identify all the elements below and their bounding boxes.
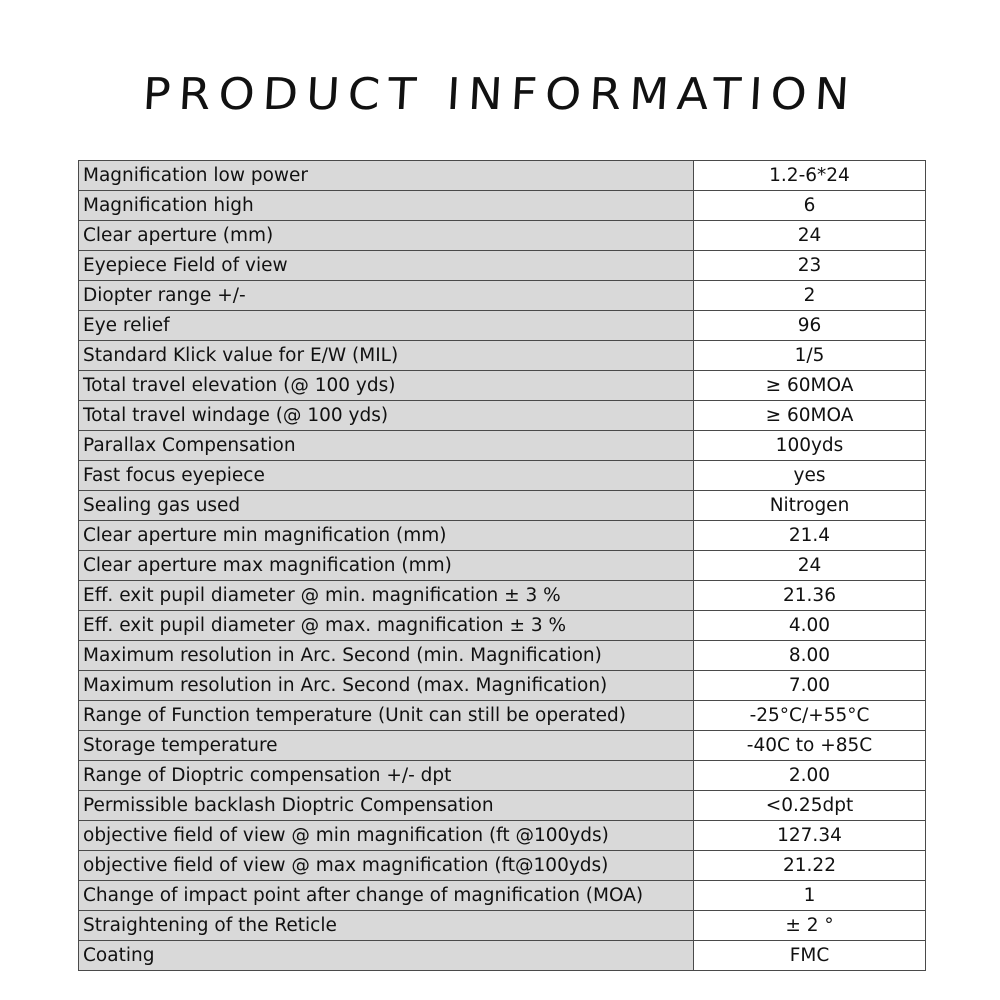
spec-label: Total travel windage (@ 100 yds) [79,401,694,431]
spec-label: Magnification low power [79,161,694,191]
spec-label: Standard Klick value for E/W (MIL) [79,341,694,371]
table-row [79,161,926,191]
table-row [79,641,926,671]
spec-label: Eye relief [79,311,694,341]
spec-label: Range of Dioptric compensation +/- dpt [79,761,694,791]
spec-label: Coating [79,941,694,971]
spec-label: Eff. exit pupil diameter @ max. magnification ± 3 % [79,611,694,641]
table-row [79,701,926,731]
table-row [79,191,926,221]
table-row [79,941,926,971]
spec-value: ± 2 ° [694,911,926,941]
spec-value: ≥ 60MOA [694,371,926,401]
spec-value: 1.2-6*24 [694,161,926,191]
spec-label: objective field of view @ min magnification (ft @100yds) [79,821,694,851]
spec-value: 8.00 [694,641,926,671]
spec-label: Parallax Compensation [79,431,694,461]
spec-value: 96 [694,311,926,341]
spec-label: objective field of view @ max magnification (ft@100yds) [79,851,694,881]
spec-value: 1/5 [694,341,926,371]
spec-label: Eyepiece Field of view [79,251,694,281]
table-row [79,371,926,401]
spec-value: ≥ 60MOA [694,401,926,431]
table-row [79,521,926,551]
spec-label: Diopter range +/- [79,281,694,311]
spec-value: -25°C/+55°C [694,701,926,731]
table-row [79,431,926,461]
spec-value: 1 [694,881,926,911]
table-row [79,251,926,281]
spec-value: 2 [694,281,926,311]
spec-label: Range of Function temperature (Unit can still be operated) [79,701,694,731]
table-row [79,401,926,431]
table-row [79,581,926,611]
spec-label: Magnification high [79,191,694,221]
spec-value: 24 [694,221,926,251]
table-row [79,611,926,641]
spec-value: 7.00 [694,671,926,701]
spec-label: Sealing gas used [79,491,694,521]
page-title: PRODUCT INFORMATION [141,68,859,120]
spec-value: yes [694,461,926,491]
spec-label: Maximum resolution in Arc. Second (max. Magnification) [79,671,694,701]
table-row [79,761,926,791]
table-row [79,281,926,311]
spec-value: <0.25dpt [694,791,926,821]
table-row [79,341,926,371]
spec-value: 21.36 [694,581,926,611]
table-row [79,671,926,701]
spec-value: 6 [694,191,926,221]
spec-label: Fast focus eyepiece [79,461,694,491]
spec-value: 4.00 [694,611,926,641]
spec-label: Storage temperature [79,731,694,761]
table-row [79,491,926,521]
spec-label: Clear aperture (mm) [79,221,694,251]
spec-value: 23 [694,251,926,281]
spec-label: Straightening of the Reticle [79,911,694,941]
spec-label: Permissible backlash Dioptric Compensation [79,791,694,821]
table-row [79,221,926,251]
spec-value: Nitrogen [694,491,926,521]
table-row [79,821,926,851]
table-row [79,881,926,911]
spec-label: Maximum resolution in Arc. Second (min. Magnification) [79,641,694,671]
spec-label: Clear aperture min magnification (mm) [79,521,694,551]
table-row [79,311,926,341]
spec-value: 21.22 [694,851,926,881]
table-row [79,551,926,581]
spec-label: Eff. exit pupil diameter @ min. magnification ± 3 % [79,581,694,611]
table-row [79,911,926,941]
table-row [79,461,926,491]
spec-value: 100yds [694,431,926,461]
spec-value: 21.4 [694,521,926,551]
spec-value: 2.00 [694,761,926,791]
table-row [79,851,926,881]
spec-label: Change of impact point after change of magnification (MOA) [79,881,694,911]
spec-value: -40C to +85C [694,731,926,761]
spec-value: 127.34 [694,821,926,851]
spec-table [78,160,926,971]
spec-value: FMC [694,941,926,971]
table-row [79,791,926,821]
spec-label: Total travel elevation (@ 100 yds) [79,371,694,401]
spec-value: 24 [694,551,926,581]
spec-label: Clear aperture max magnification (mm) [79,551,694,581]
table-row [79,731,926,761]
